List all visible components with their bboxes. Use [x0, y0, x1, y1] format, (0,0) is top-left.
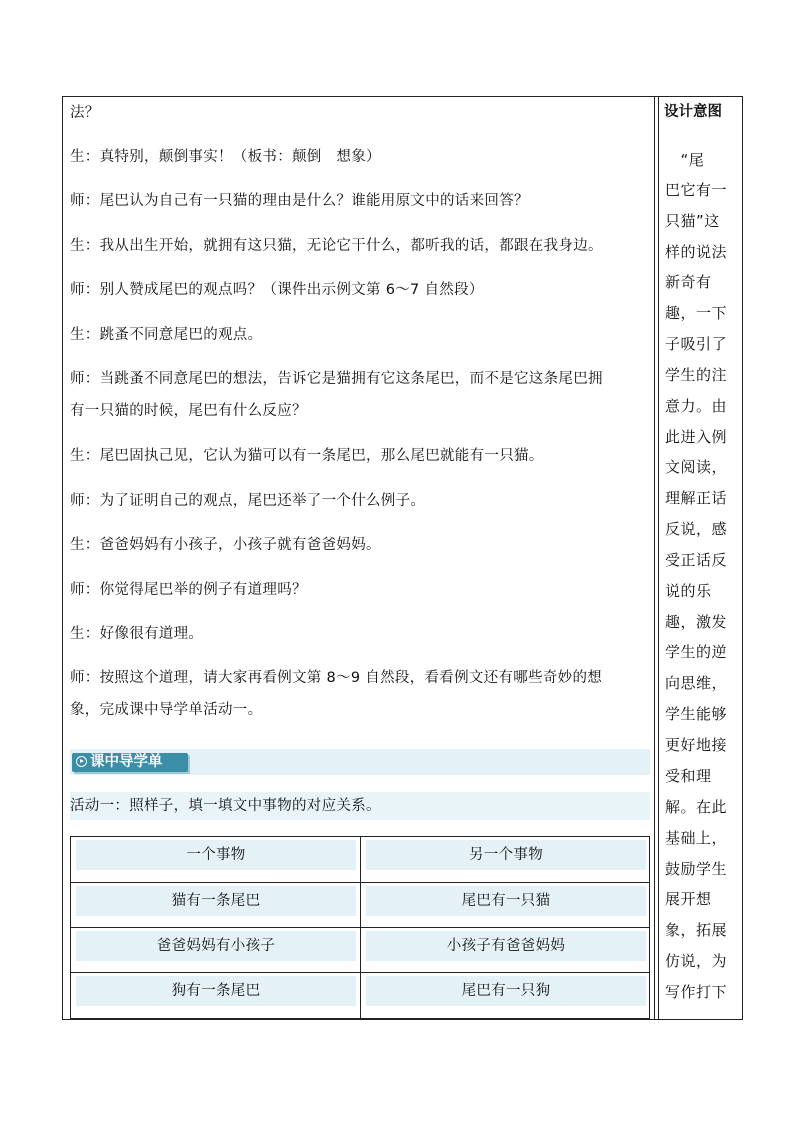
side-line: 样的说法 [665, 243, 728, 261]
text-line: 师：当跳蚤不同意尾巴的想法，告诉它是猫拥有它这条尾巴，而不是它这条尾巴拥 [70, 371, 603, 387]
table-cell: 狗有一条尾巴 [76, 976, 356, 1006]
side-line: 子吸引了 [665, 335, 728, 353]
table-divider [71, 927, 649, 928]
table-header: 一个事物 [76, 840, 356, 870]
side-line: 说的乐 [665, 582, 712, 600]
side-line: 学生的注 [665, 366, 728, 384]
table-cell: 尾巴有一只狗 [366, 976, 646, 1006]
side-line: 反说，感 [665, 520, 728, 538]
text-line: 有一只猫的时候，尾巴有什么反应？ [70, 403, 307, 419]
text-line: 生：跳蚤不同意尾巴的观点。 [70, 327, 263, 343]
side-line: 意力。由 [665, 397, 728, 415]
side-line: 此进入例 [665, 428, 728, 446]
text-line: 生：尾巴固执己见，它认为猫可以有一条尾巴，那么尾巴就能有一只猫。 [70, 448, 544, 464]
table-cell: 爸爸妈妈有小孩子 [76, 931, 356, 961]
side-line: 象，拓展 [665, 921, 728, 939]
side-line: 理解正话 [665, 489, 728, 507]
side-line: 趣，激发 [665, 613, 728, 631]
table-header: 另一个事物 [366, 840, 646, 870]
side-line: 受正话反 [665, 551, 728, 569]
side-line: “尾 [665, 151, 705, 169]
text-line: 师：按照这个道理，请大家再看例文第 8～9 自然段，看看例文还有哪些奇妙的想 [70, 670, 603, 686]
side-line: 只猫”这 [665, 212, 720, 230]
side-line: 基础上， [665, 829, 728, 847]
text-line: 象，完成课中导学单活动一。 [70, 702, 263, 718]
side-line: 解。在此 [665, 798, 728, 816]
side-line: 学生的逆 [665, 643, 728, 661]
banner-text: 课中导学单 [90, 754, 163, 770]
side-line: 更好地接 [665, 736, 728, 754]
side-line: 向思维， [665, 674, 728, 692]
text-line: 师：别人赞成尾巴的观点吗？（课件出示例文第 6～7 自然段） [70, 282, 484, 298]
column-divider [658, 96, 659, 1020]
text-line: 生：好像很有道理。 [70, 626, 204, 642]
text-line: 师：尾巴认为自己有一只猫的理由是什么？谁能用原文中的话来回答？ [70, 193, 529, 209]
side-line: 展开想 [665, 890, 712, 908]
side-line: 鼓励学生 [665, 860, 728, 878]
column-divider [654, 96, 655, 1020]
side-line: 新奇有 [665, 273, 712, 291]
text-line: 生：爸爸妈妈有小孩子，小孩子就有爸爸妈妈。 [70, 537, 381, 553]
text-line: 师：为了证明自己的观点，尾巴还举了一个什么例子。 [70, 493, 426, 509]
side-line: 学生能够 [665, 705, 728, 723]
text-line: 师：你觉得尾巴举的例子有道理吗？ [70, 582, 307, 598]
table-cell: 小孩子有爸爸妈妈 [366, 931, 646, 961]
play-icon [76, 756, 87, 767]
correspondence-table [70, 836, 650, 1019]
side-line: 文阅读， [665, 458, 728, 476]
table-cell: 猫有一条尾巴 [76, 886, 356, 916]
activity-text: 活动一：照样子，填一填文中事物的对应关系。 [70, 798, 381, 814]
text-line: 生：我从出生开始，就拥有这只猫，无论它干什么，都听我的话，都跟在我身边。 [70, 238, 603, 254]
side-line: 写作打下 [665, 983, 728, 1001]
table-divider [360, 837, 361, 1020]
side-line: 受和理 [665, 767, 712, 785]
design-intent-title: 设计意图 [664, 104, 722, 120]
section-banner-label [72, 753, 188, 772]
text-line: 法？ [70, 105, 100, 121]
table-cell: 尾巴有一只猫 [366, 886, 646, 916]
table-divider [71, 972, 649, 973]
side-line: 趣，一下 [665, 304, 728, 322]
side-line: 巴它有一 [665, 181, 728, 199]
side-line: 仿说，为 [665, 952, 728, 970]
table-divider [71, 882, 649, 883]
text-line: 生：真特别，颠倒事实！（板书：颠倒 想象） [70, 149, 381, 165]
